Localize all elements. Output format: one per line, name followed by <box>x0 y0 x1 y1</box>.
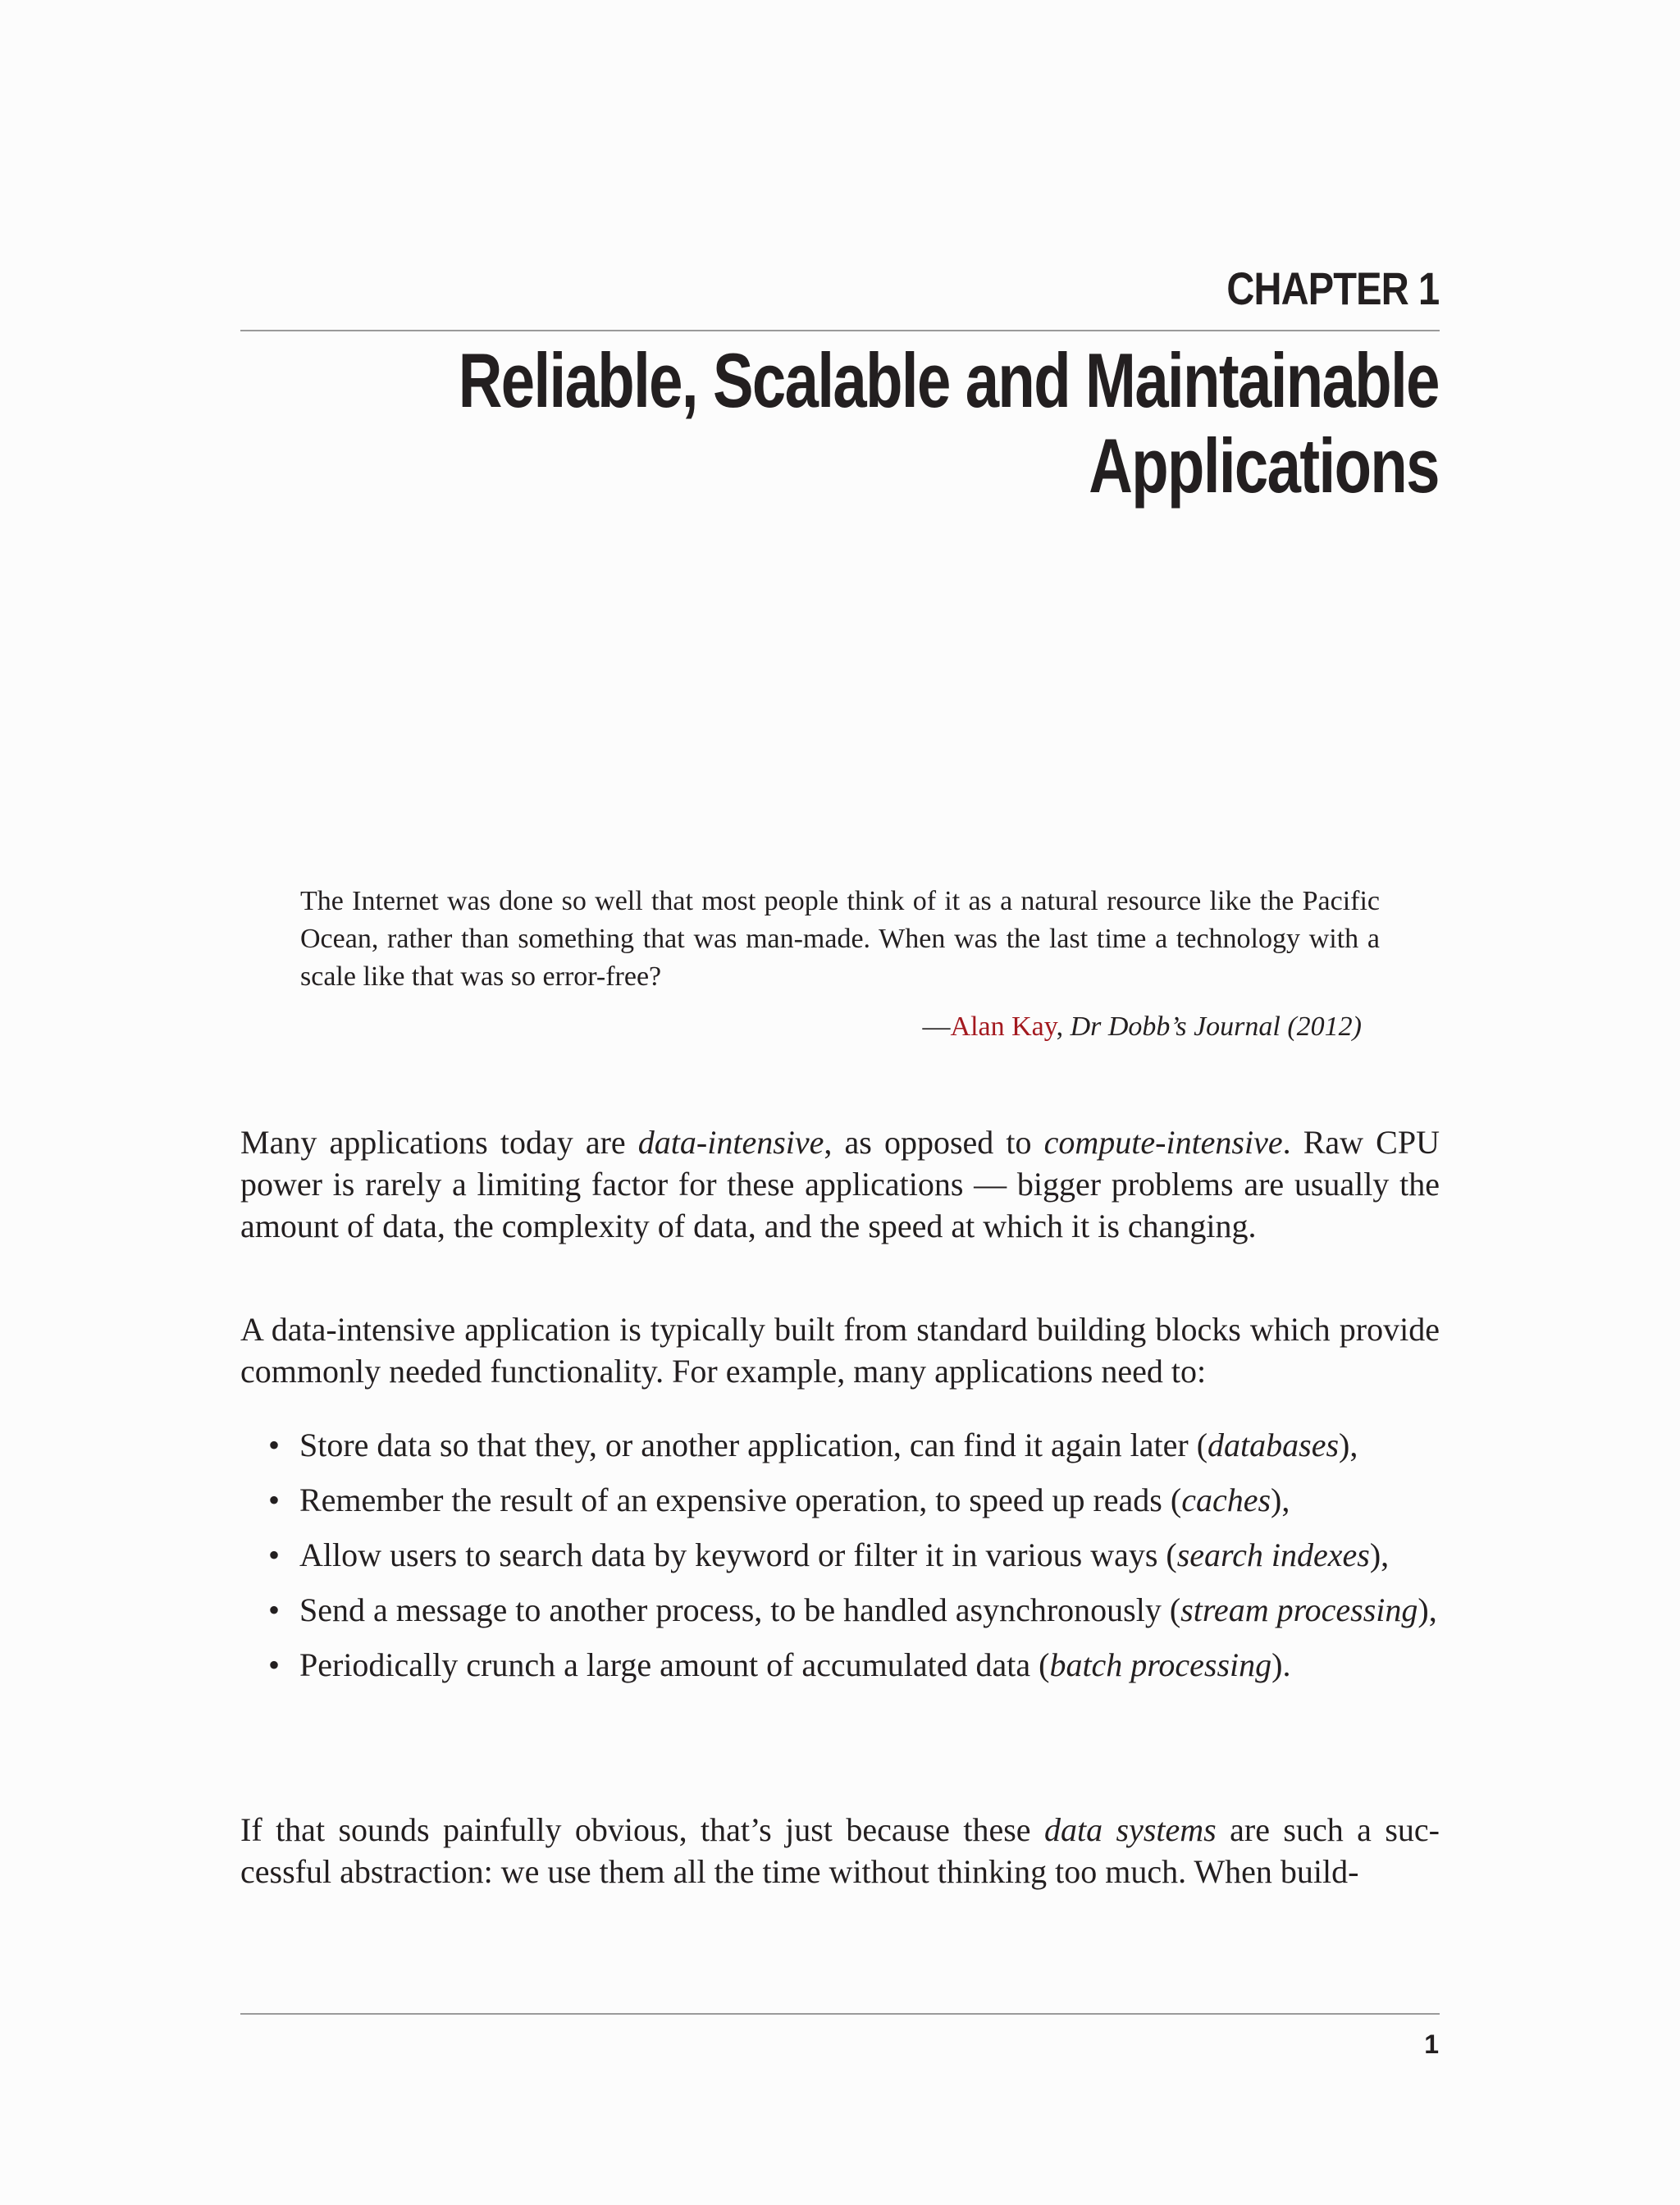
emphasis-term: data systems <box>1043 1811 1217 1848</box>
attribution-source: Dr Dobb’s Journal (2012) <box>1070 1011 1362 1042</box>
list-item <box>240 1424 1440 1466</box>
list-item-text: Remember the result of an expensive operation, to speed up reads ( <box>299 1481 1182 1518</box>
list-item-text: ), <box>1418 1591 1437 1628</box>
list-item-text: Store data so that they, or another application, can find it again later ( <box>299 1427 1208 1463</box>
list-item <box>240 1644 1440 1686</box>
author-link[interactable]: Alan Kay <box>950 1011 1057 1042</box>
list-item-text: ), <box>1271 1481 1290 1518</box>
emphasis-term: databases <box>1208 1427 1340 1463</box>
paragraph-text: . Raw CPU power is rarely a limiting factor for these applications — bigger problems are usually the amount of data, the complexity of data, and the speed at which it is changing. <box>240 1124 1440 1244</box>
emphasis-term: compute-intensive <box>1043 1124 1283 1161</box>
list-item <box>240 1479 1440 1521</box>
emphasis-term: batch processing <box>1049 1646 1272 1683</box>
bullet-marker: • <box>268 1646 281 1683</box>
epigraph-attribution <box>923 1008 1362 1046</box>
paragraph-text: If that sounds painfully obvious, that’s just because these <box>240 1811 1044 1848</box>
paragraph-text: are such a successful abstraction: we use them all the time without thinking too much. When build- <box>240 1811 1440 1890</box>
list-item-text: ), <box>1339 1427 1358 1463</box>
emphasis-term: caches <box>1181 1481 1271 1518</box>
attribution-dash: — <box>922 1011 951 1042</box>
bullet-marker: • <box>268 1536 281 1573</box>
list-item <box>240 1589 1440 1631</box>
bullet-list <box>240 1424 1440 1686</box>
list-item-text: Allow users to search data by keyword or filter it in various ways ( <box>299 1536 1177 1573</box>
list-item-text: Send a message to another process, to be handled asynchronously ( <box>299 1591 1181 1628</box>
chapter-title <box>459 338 1439 509</box>
chapter-title-line-2: Applications <box>1089 422 1439 509</box>
body-paragraph-2: A data-intensive application is typically built from standard building blocks which provide commonly needed functionality. For example, many applications need to: <box>240 1311 1440 1390</box>
list-item <box>240 1534 1440 1576</box>
footer-divider <box>240 2013 1440 2015</box>
paragraph-text: , as opposed to <box>824 1124 1044 1161</box>
body-paragraph-3 <box>240 1809 1440 1892</box>
chapter-title-line-1: Reliable, Scalable and Maintainable <box>458 337 1439 423</box>
epigraph-quote: The Internet was done so well that most people think of it as a natural resource like the Pacific Ocean, rather than something that was man-made. When was the last time a technology with a scale like that was so error-free? <box>300 886 1380 992</box>
bullet-marker: • <box>268 1427 281 1463</box>
body-paragraph-1 <box>240 1121 1440 1247</box>
bullet-marker: • <box>268 1591 281 1628</box>
page-number: 1 <box>1424 2029 1439 2059</box>
attribution-separator: , <box>1056 1011 1071 1042</box>
chapter-divider <box>240 330 1440 331</box>
list-item-text: ). <box>1271 1646 1291 1683</box>
emphasis-term: stream processing <box>1180 1591 1418 1628</box>
emphasis-term: search indexes <box>1176 1536 1370 1573</box>
list-item-text: ), <box>1369 1536 1390 1573</box>
emphasis-term: data-intensive <box>637 1124 824 1161</box>
bullet-marker: • <box>268 1481 281 1518</box>
list-item-text: Periodically crunch a large amount of accumulated data ( <box>299 1646 1050 1683</box>
chapter-label: CHAPTER 1 <box>1226 262 1439 314</box>
paragraph-text: Many applications today are <box>240 1124 638 1161</box>
